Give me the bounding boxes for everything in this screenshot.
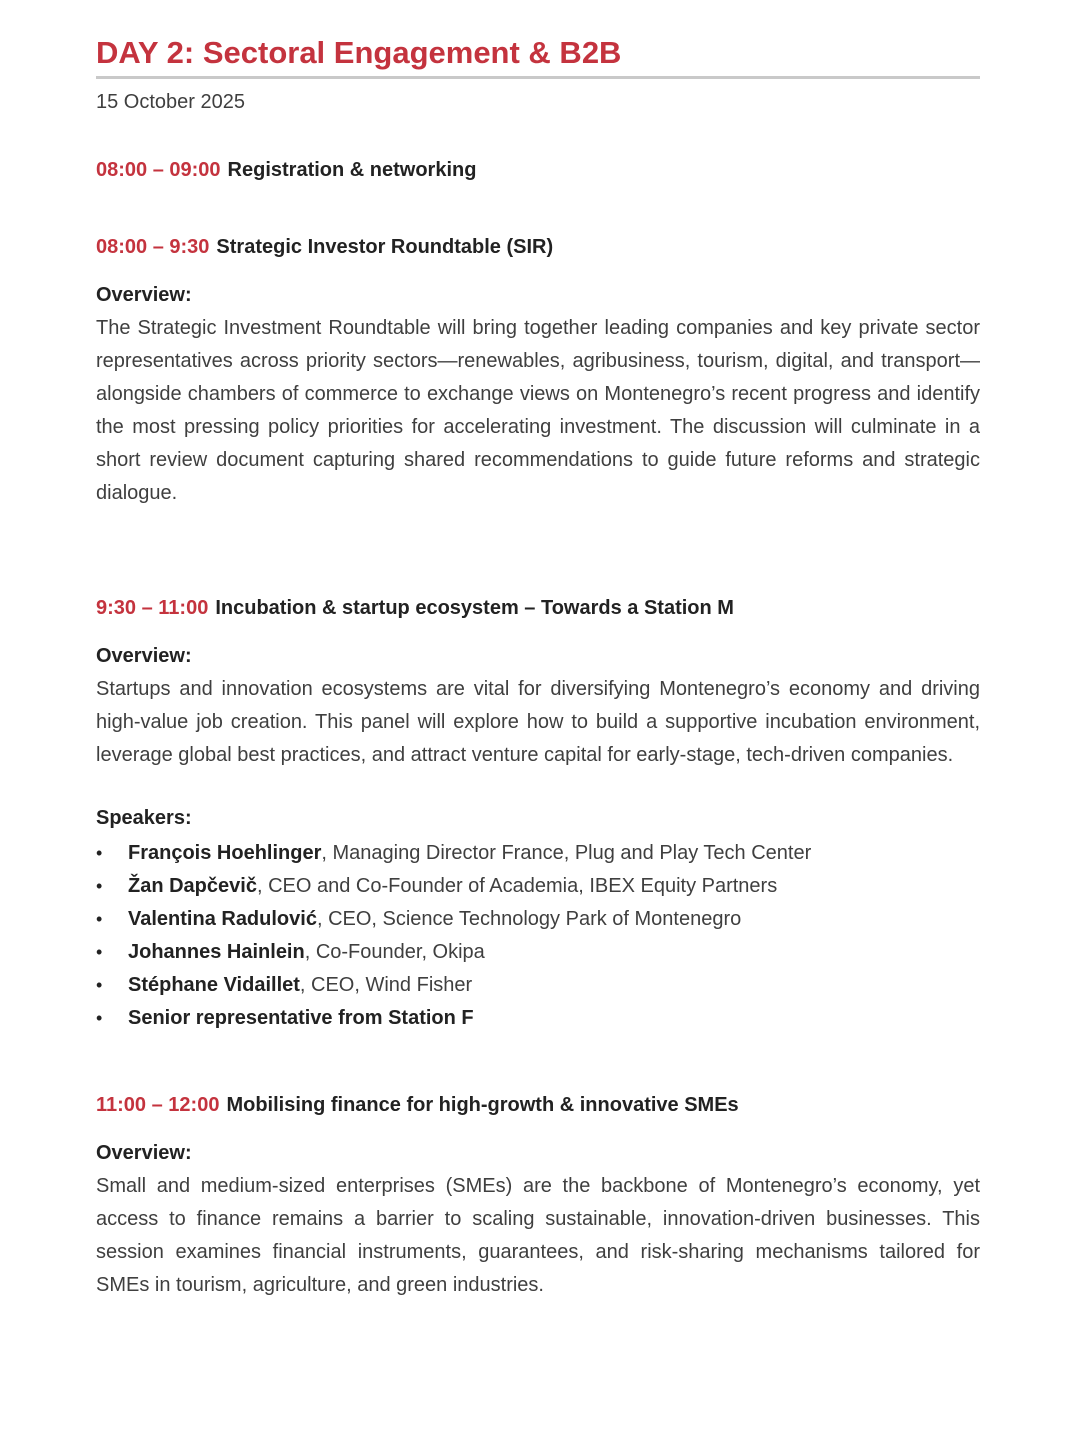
page-date: 15 October 2025 (96, 91, 245, 113)
overview-label: Overview: (96, 645, 192, 667)
bullet-icon: • (96, 975, 103, 995)
session-title: Incubation & startup ecosystem – Towards a Station M (215, 597, 734, 619)
session-heading-sir (96, 235, 980, 259)
speaker-entry (128, 903, 980, 936)
session-time: 08:00 – 9:30 (96, 236, 210, 258)
list-item (96, 837, 980, 870)
session-time: 08:00 – 09:00 (96, 159, 221, 181)
session-time: 9:30 – 11:00 (96, 597, 209, 619)
session-title: Mobilising finance for high-growth & innovative SMEs (226, 1094, 739, 1116)
speaker-name: Stéphane Vidaillet (128, 974, 300, 996)
overview-label: Overview: (96, 1142, 192, 1164)
list-item (96, 870, 980, 903)
speaker-name: François Hoehlinger (128, 842, 322, 864)
speaker-entry (128, 837, 980, 870)
speaker-list (96, 837, 980, 1035)
overview-label: Overview: (96, 284, 192, 306)
speaker-role: , CEO, Wind Fisher (299, 974, 473, 996)
speaker-role: , Co-Founder, Okipa (304, 941, 485, 963)
list-item (96, 969, 980, 1002)
list-item (96, 1002, 980, 1035)
speaker-role: , CEO, Science Technology Park of Montenegro (316, 908, 742, 930)
bullet-icon: • (96, 942, 103, 962)
speaker-role: , CEO and Co-Founder of Academia, IBEX Equity Partners (256, 875, 778, 897)
bullet-icon: • (96, 843, 103, 863)
session-time: 11:00 – 12:00 (96, 1094, 220, 1116)
session-title: Strategic Investor Roundtable (SIR) (216, 236, 554, 258)
bullet-icon: • (96, 1008, 103, 1028)
speaker-name: Senior representative from Station F (128, 1007, 474, 1029)
speaker-entry (128, 936, 980, 969)
overview-paragraph: The Strategic Investment Roundtable will bring together leading companies and key private sector representatives across priority sectors—renewables, agribusiness, tourism, digital, and transport—alongside chambers of commerce to exchange views on Montenegro’s recent progress and identify the most pressing policy priorities for accelerating investment. The discussion will culminate in a short review document capturing shared recommendations to guide future reforms and strategic dialogue. (96, 317, 980, 504)
session-heading-finance (96, 1093, 980, 1117)
speakers-label: Speakers: (96, 807, 192, 829)
bullet-icon: • (96, 909, 103, 929)
speaker-entry (128, 1002, 980, 1035)
speaker-role: , Managing Director France, Plug and Play Tech Center (321, 842, 812, 864)
list-item (96, 903, 980, 936)
speaker-entry (128, 969, 980, 1002)
bullet-icon: • (96, 876, 103, 896)
speaker-name: Valentina Radulović (128, 908, 317, 930)
session-heading-registration (96, 158, 980, 182)
session-title: Registration & networking (227, 159, 477, 181)
session-heading-incubation (96, 596, 980, 620)
overview-paragraph: Startups and innovation ecosystems are vital for diversifying Montenegro’s economy and driving high-value job creation. This panel will explore how to build a supportive incubation environment, leverage global best practices, and attract venture capital for early-stage, tech-driven companies. (96, 678, 980, 766)
speaker-name: Žan Dapčevič (128, 875, 257, 897)
title-divider (96, 76, 980, 79)
speaker-name: Johannes Hainlein (128, 941, 305, 963)
speaker-entry (128, 870, 980, 903)
overview-paragraph: Small and medium-sized enterprises (SMEs) are the backbone of Montenegro’s economy, yet access to finance remains a barrier to scaling sustainable, innovation-driven businesses. This session examines financial instruments, guarantees, and risk-sharing mechanisms tailored for SMEs in tourism, agriculture, and green industries. (96, 1175, 980, 1296)
page-title: DAY 2: Sectoral Engagement & B2B (96, 35, 622, 70)
list-item (96, 936, 980, 969)
